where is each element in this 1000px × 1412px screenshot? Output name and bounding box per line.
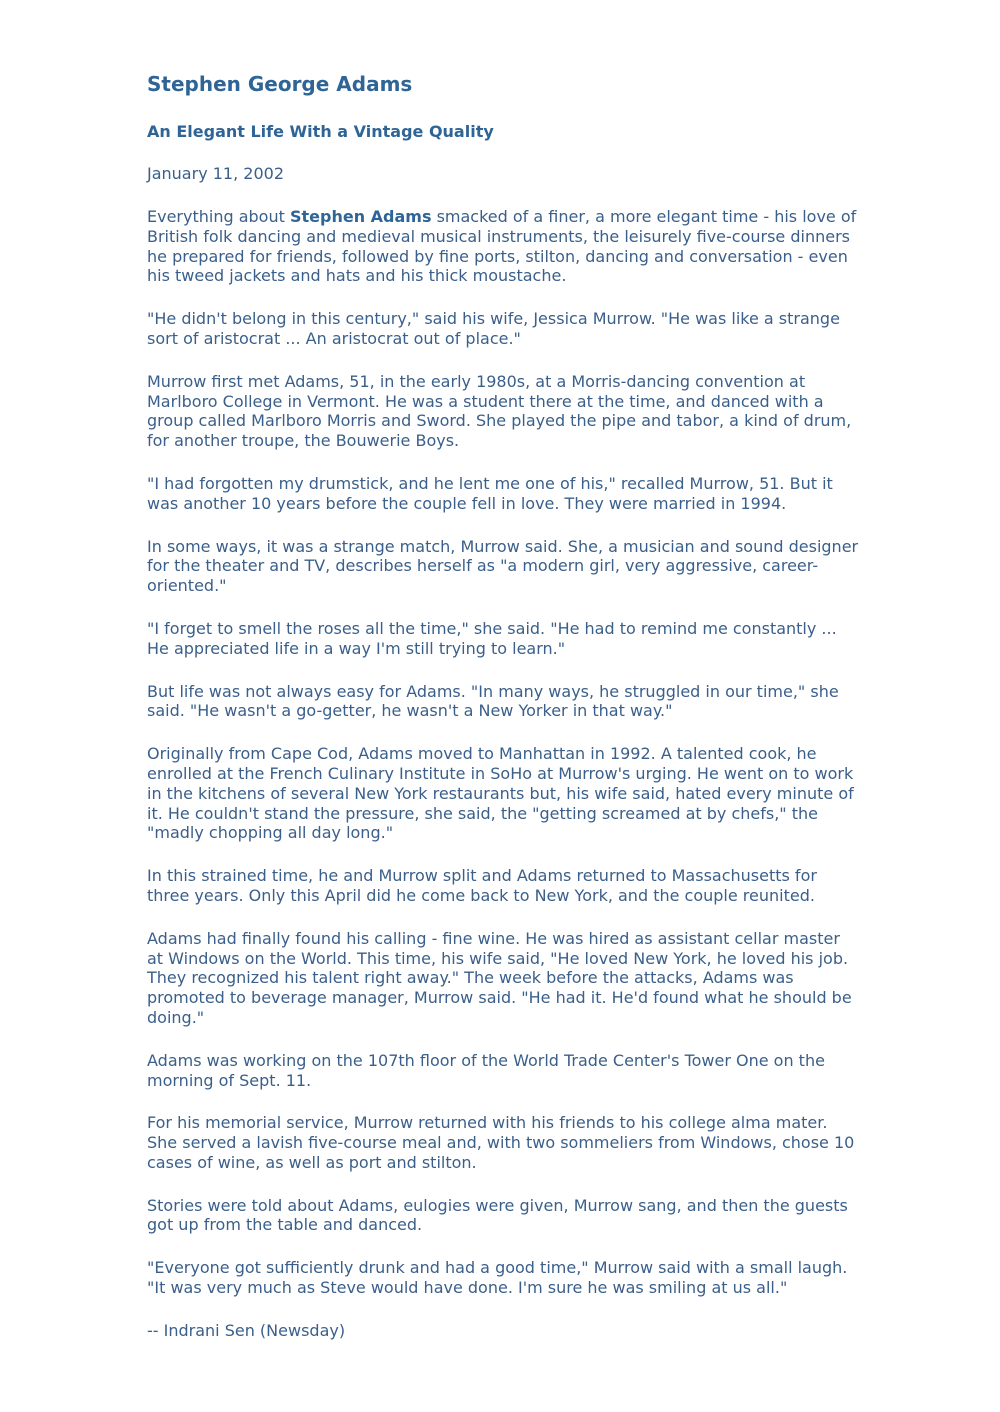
paragraph-10: Adams had finally found his calling - fine wine. He was hired as assistant cellar master at Windows on the World. This time, his wife said, "He loved New York, he loved his job. They recognized his talent right away." The week before the attacks, Adams was promoted to beverage manager, Murrow said. "He had it. He'd found what he should be doing." [147, 928, 852, 1027]
paragraph-7: But life was not always easy for Adams. "In many ways, he struggled in our time," she said. "He wasn't a go-getter, he wasn't a New Yorker in that way." [147, 681, 839, 721]
paragraph-12: For his memorial service, Murrow returned with his friends to his college alma mater. She served a lavish five-course meal and, with two sommeliers from Windows, chose 10 cases of wine, as well as port and stilton. [147, 1113, 855, 1172]
paragraph-13: Stories were told about Adams, eulogies were given, Murrow sang, and then the guests got up from the table and danced. [147, 1195, 848, 1235]
paragraph-3: Murrow first met Adams, 51, in the early 1980s, at a Morris-dancing convention at Marlboro College in Vermont. He was a student there at the time, and danced with a group called Marlboro Morris and Sword. She played the pipe and tabor, a kind of drum, for another troupe, the Bouwerie Boys. [147, 371, 852, 451]
paragraph-4: "I had forgotten my drumstick, and he lent me one of his," recalled Murrow, 51. But it was another 10 years before the couple fell in love. They were married in 1994. [147, 473, 833, 513]
paragraph-1-bold-name: Stephen Adams [289, 207, 432, 226]
article-byline: -- Indrani Sen (Newsday) [147, 1320, 346, 1340]
article-headline: An Elegant Life With a Vintage Quality [147, 122, 494, 141]
paragraph-1 [147, 207, 860, 286]
article-date: January 11, 2002 [147, 164, 284, 183]
paragraph-1-post: smacked of a finer, a more elegant time - his love of British folk dancing and medieval musical instruments, the leisurely five-course dinners he prepared for friends, followed by fine ports, stilton, dancing and conversation - even his tweed jackets and hats and his thick moustache. [147, 207, 857, 286]
paragraph-8: Originally from Cape Cod, Adams moved to Manhattan in 1992. A talented cook, he enrolled at the French Culinary Institute in SoHo at Murrow's urging. He went on to work in the kitchens of several New York restaurants but, his wife said, hated every minute of it. He couldn't stand the pressure, she said, the "getting screamed at by chefs," the "madly chopping all day long." [147, 744, 854, 843]
paragraph-2: "He didn't belong in this century," said his wife, Jessica Murrow. "He was like a strange sort of aristocrat ... An aristocrat out of place." [147, 309, 840, 348]
paragraph-14: "Everyone got sufficiently drunk and had a good time," Murrow said with a small laugh. "It was very much as Steve would have done. I'm sure he was smiling at us all." [147, 1258, 848, 1298]
paragraph-6: "I forget to smell the roses all the time," she said. "He had to remind me constantly ... He appreciated life in a way I'm still trying to learn." [147, 618, 837, 658]
paragraph-1-pre: Everything about [147, 207, 290, 226]
article-name: Stephen George Adams [147, 72, 413, 96]
paragraph-9: In this strained time, he and Murrow split and Adams returned to Massachusetts for three years. Only this April did he come back to New York, and the couple reunited. [147, 866, 817, 905]
paragraph-11: Adams was working on the 107th floor of the World Trade Center's Tower One on the morning of Sept. 11. [147, 1050, 825, 1090]
paragraph-5: In some ways, it was a strange match, Murrow said. She, a musician and sound designer for the theater and TV, describes herself as "a modern girl, very aggressive, career-oriented." [147, 536, 859, 596]
